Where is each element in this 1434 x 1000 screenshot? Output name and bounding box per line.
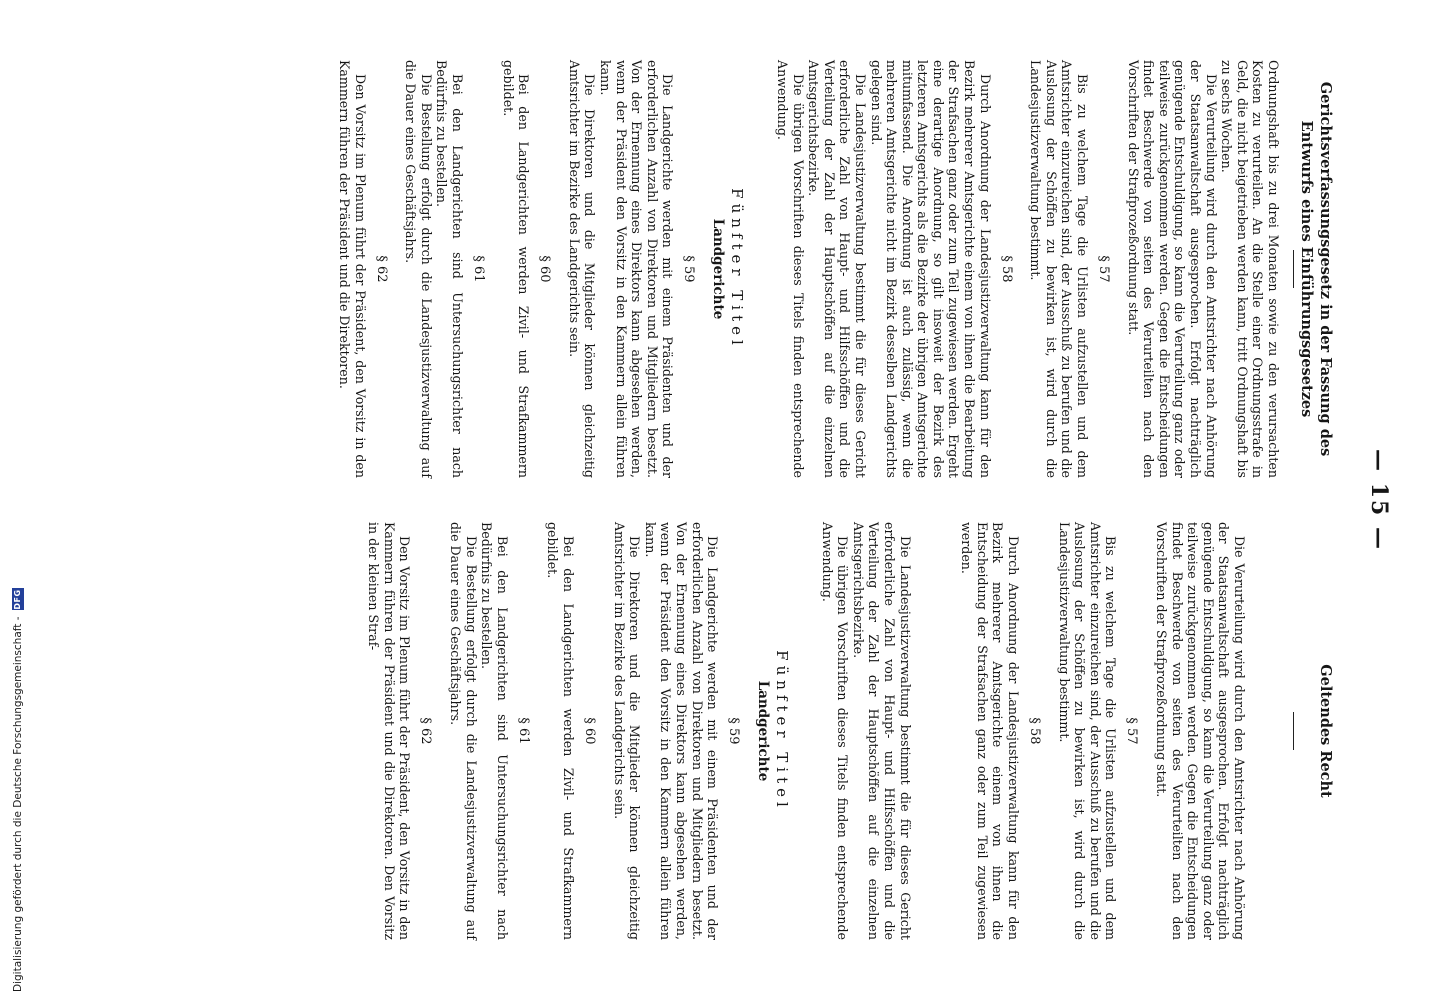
- paragraph: Die Landgerichte werden mit einem Präsidenten und der erforderlichen Anzahl von Direktoren und Mitgliedern besetzt. Von der Ernennung eines Direktors kann abgesehen werden, wenn der Präsident den Vorsitz in den Kammern allein führen kann.: [598, 60, 676, 478]
- subtitle-heading: Landgerichte: [755, 680, 772, 782]
- paragraph: Die Direktoren und die Mitglieder können gleichzeitig Amtsrichter im Bezirke des Landgerichts sein.: [566, 60, 598, 478]
- paragraph: Durch Anordnung der Landesjustizverwaltung kann für den Bezirk mehrerer Amtsgerichte einem von ihnen die Entscheidung der Strafsachen ganz oder zum Teil zugewiesen werden.: [959, 522, 1022, 940]
- subtitle-heading: Landgerichte: [710, 218, 727, 320]
- paragraph: Die übrigen Vorschriften dieses Titels finden entsprechende Anwendung.: [774, 60, 806, 478]
- right-column-current-law: [366, 522, 1334, 940]
- heading-rule: [1293, 250, 1294, 288]
- paragraph: Die Landgerichte werden mit einem Präsidenten und der erforderlichen Anzahl von Direktoren und Mitgliedern besetzt. Von der Ernennung eines Direktors kann abgesehen werden, wenn der Präsident den Vorsitz in den Kammern allein führen kann.: [642, 522, 721, 940]
- paragraph: Bei den Landgerichten sind Untersuchungsrichter nach Bedürfnis zu bestellen.: [479, 522, 510, 940]
- left-column-heading-line2: Entwurfs eines Einführungsgesetzes: [1298, 120, 1315, 418]
- paragraph: Den Vorsitz im Plenum führt der Präsident, den Vorsitz in den Kammern führen der Präsident und die Direktoren.: [337, 60, 368, 478]
- paragraph: Die Bestellung erfolgt durch die Landesjustizverwaltung auf die Dauer eines Geschäftsjahrs.: [448, 522, 479, 940]
- section-number: § 62: [418, 717, 434, 745]
- digitization-credit: [12, 0, 24, 992]
- heading-rule: [1293, 712, 1294, 750]
- title-heading: Fünfter Titel: [728, 188, 747, 350]
- paragraph: Die Bestellung erfolgt durch die Landesjustizverwaltung auf die Dauer eines Geschäftsjahrs.: [403, 60, 434, 478]
- paragraph: Bei den Landgerichten werden Zivil- und Strafkammern gebildet.: [500, 60, 532, 478]
- dfg-logo-icon: DFG: [13, 589, 22, 610]
- page-body: [134, 60, 1392, 940]
- section-number: § 61: [515, 717, 531, 745]
- section-number: § 60: [581, 717, 597, 745]
- section-number: § 59: [681, 255, 697, 283]
- title-heading: Fünfter Titel: [773, 650, 792, 812]
- section-number: § 61: [471, 255, 487, 283]
- paragraph: Bis zu welchem Tage die Urlisten aufzustellen und dem Amtsrichter einzureichen sind, der Ausschuß zu berufen und die Auslosung der Schöffen zu bewirken ist, wird durch die Landesjustizverwaltung bestimmt.: [1056, 522, 1119, 940]
- section-number: § 58: [1027, 717, 1043, 745]
- paragraph: Ordnungshaft bis zu drei Monaten sowie zu den verursachten Kosten zu verurteilen. An die Stelle einer Ordnungsstrafe in Geld, die nicht beigetrieben werden kann, tritt Ordnungshaft bis zu sechs Wochen.: [1219, 60, 1281, 478]
- credit-text: Digitalisierung gefördert durch die Deutsche Forschungsgemeinschaft -: [12, 616, 24, 992]
- section-number: § 57: [1124, 717, 1140, 745]
- paragraph: Die Landesjustizverwaltung bestimmt die für dieses Gericht erforderliche Zahl von Haupt- und Hilfsschöffen und die Verteilung der Zahl der Hauptschöffen auf die einzelnen Amtsgerichtsbezirke.: [806, 60, 868, 478]
- heading-spacer: [1298, 522, 1315, 940]
- paragraph: Bei den Landgerichten sind Untersuchungsrichter nach Bedürfnis zu bestellen.: [434, 60, 466, 478]
- paragraph: Bis zu welchem Tage die Urlisten aufzustellen und dem Amtsrichter einzureichen sind, der Ausschuß zu berufen und die Auslosung der Schöffen zu bewirken ist, wird durch die Landesjustizverwaltung bestimmt.: [1028, 60, 1091, 478]
- section-number: § 58: [998, 255, 1014, 283]
- paragraph: Durch Anordnung der Landesjustizverwaltung kann für den Bezirk mehrerer Amtsgerichte einem von ihnen die Bearbeitung der Strafsachen ganz oder zum Teil zugewiesen werden. Ergeht eine derartige Anordnung, so gilt insoweit der Bezirk des letzteren Amtsgerichts als die Bezirke der übrigen Amtsgerichte mitumfassend. Die Anordnung ist auch zulässig, wenn die mehreren Amtsgerichte nicht im Bezirk desselben Landgerichts gelegen sind.: [868, 60, 993, 478]
- paragraph: Die übrigen Vorschriften dieses Titels finden entsprechende Anwendung.: [819, 522, 851, 940]
- paragraph: Die Direktoren und die Mitglieder können gleichzeitig Amtsrichter im Bezirke des Landgerichts sein.: [611, 522, 643, 940]
- section-number: § 62: [373, 255, 389, 283]
- left-column-heading-line1: Gerichtsverfassungsgesetz in der Fassung des: [1317, 81, 1334, 457]
- paragraph: Die Verurteilung wird durch den Amtsrichter nach Anhörung der Staatsanwaltschaft ausgesprochen. Erfolgt nachträglich genügende Entschuldigung, so kann die Verurteilung ganz oder teilweise zurückgenommen werden. Gegen die Entscheidungen findet Beschwerde von seiten des Verurteilten nach den Vorschriften der Strafprozeßordnung statt.: [1125, 60, 1219, 478]
- paragraph: Die Landesjustizverwaltung bestimmt die für dieses Gericht erforderliche Zahl von Haupt- und Hilfsschöffen und die Verteilung der Zahl der Hauptschöffen auf die einzelnen Amtsgerichtsbezirke.: [850, 522, 913, 940]
- left-column-draft-law: [336, 60, 1334, 478]
- paragraph: Bei den Landgerichten werden Zivil- und Strafkammern gebildet.: [545, 522, 576, 940]
- page-number: — 15 —: [1366, 449, 1392, 551]
- section-number: § 57: [1096, 255, 1112, 283]
- right-column-heading: Geltendes Recht: [1317, 664, 1334, 798]
- section-number: § 59: [726, 717, 742, 745]
- section-number: § 60: [537, 255, 553, 283]
- paragraph: Die Verurteilung wird durch den Amtsrichter nach Anhörung der Staatsanwaltschaft ausgesprochen. Erfolgt nachträglich genügende Entschuldigung, so kann die Verurteilung ganz oder teilweise zurückgenommen werden. Gegen die Entscheidungen findet Beschwerde von seiten des Verurteilten nach den Vorschriften der Strafprozeßordnung statt.: [1154, 522, 1247, 940]
- paragraph: Den Vorsitz im Plenum führt der Präsident, den Vorsitz in den Kammern führen der Präsident und die Direktoren. Den Vorsitz in der kleinen Straf-: [366, 522, 413, 940]
